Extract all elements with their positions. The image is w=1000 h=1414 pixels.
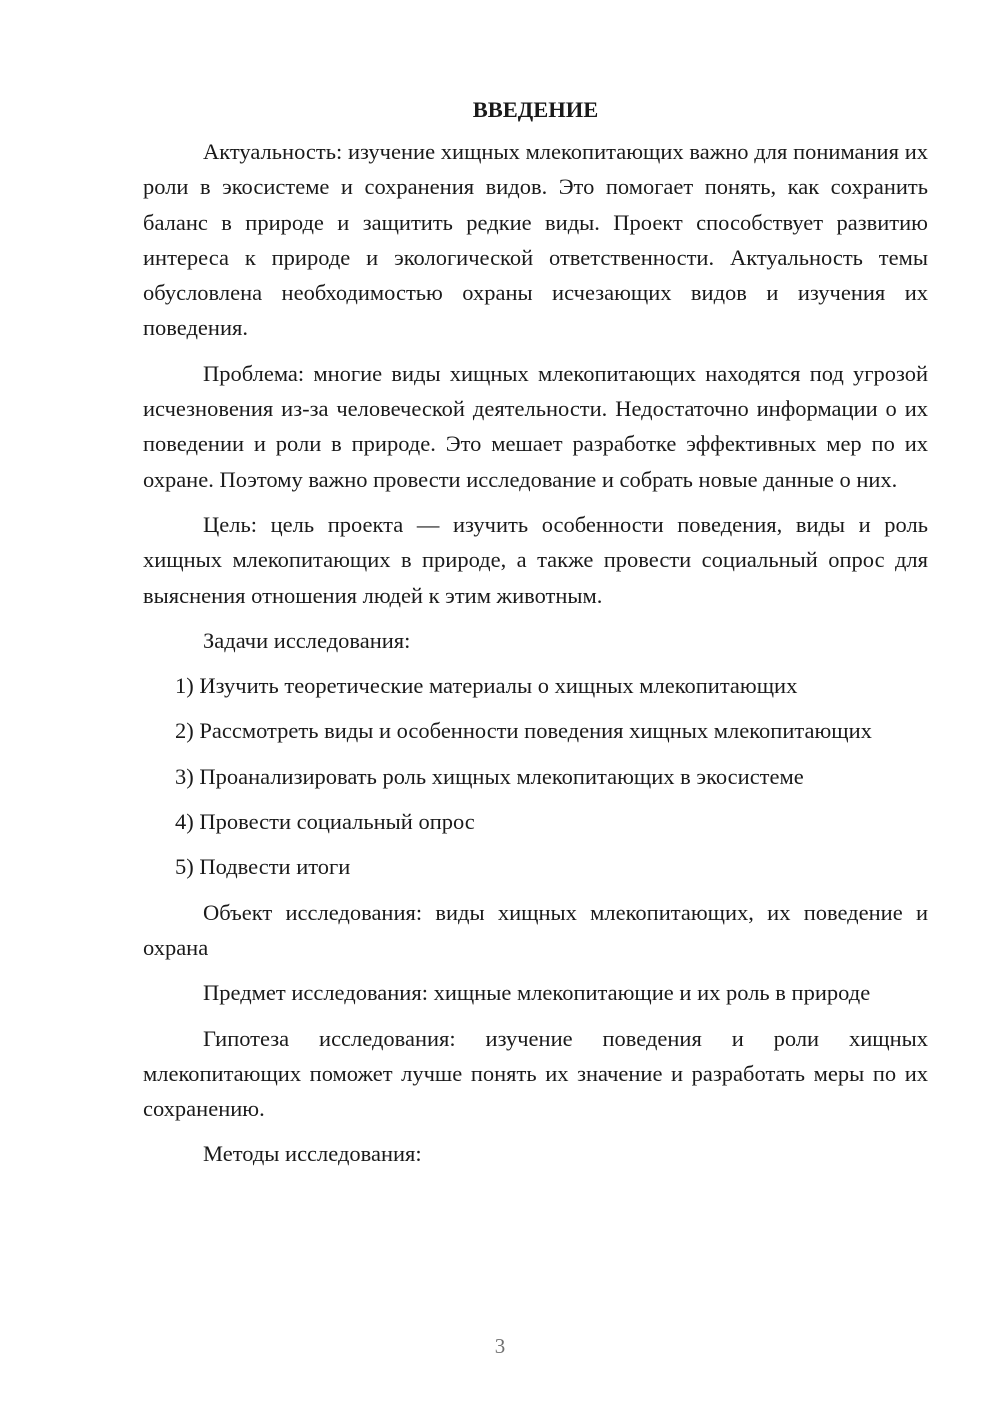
page-number: 3 [494, 1334, 506, 1358]
subject-paragraph: Предмет исследования: хищные млекопитающие и их роль в природе [203, 980, 871, 1006]
task-item-2: 2) Рассмотреть виды и особенности поведения хищных млекопитающих [175, 718, 872, 744]
page-title: ВВЕДЕНИЕ [472, 97, 599, 122]
page-content [143, 92, 928, 1182]
problem-paragraph: Проблема: многие виды хищных млекопитающих находятся под угрозой исчезновения из-за человеческой деятельности. Недостаточно информации о их поведении и роли в природе. Это мешает разработке эффективных мер по их охране. Поэтому важно провести исследование и собрать новые данные о них. [143, 360, 928, 492]
goal-paragraph: Цель: цель проекта — изучить особенности поведения, виды и роль хищных млекопитающих в природе, а также провести социальный опрос для выяснения отношения людей к этим животным. [143, 511, 928, 608]
task-item-4: 4) Провести социальный опрос [175, 809, 475, 835]
task-item-1: 1) Изучить теоретические материалы о хищных млекопитающих [175, 673, 798, 699]
task-item-3: 3) Проанализировать роль хищных млекопитающих в экосистеме [175, 763, 804, 789]
hypothesis-paragraph: Гипотеза исследования: изучение поведения и роли хищных млекопитающих поможет лучше понять их значение и разработать меры по их сохранению. [143, 1025, 928, 1122]
object-paragraph: Объект исследования: виды хищных млекопитающих, их поведение и охрана [143, 899, 928, 960]
actuality-paragraph: Актуальность: изучение хищных млекопитающих важно для понимания их роли в экосистеме и сохранения видов. Это помогает понять, как сохранить баланс в природе и защитить редкие виды. Проект способствует развитию интереса к природе и экологической ответственности. Актуальность темы обусловлена необходимостью охраны исчезающих видов и изучения их поведения. [143, 139, 928, 341]
methods-heading: Методы исследования: [203, 1141, 422, 1167]
task-item-5: 5) Подвести итоги [175, 854, 351, 880]
tasks-heading: Задачи исследования: [203, 627, 411, 653]
